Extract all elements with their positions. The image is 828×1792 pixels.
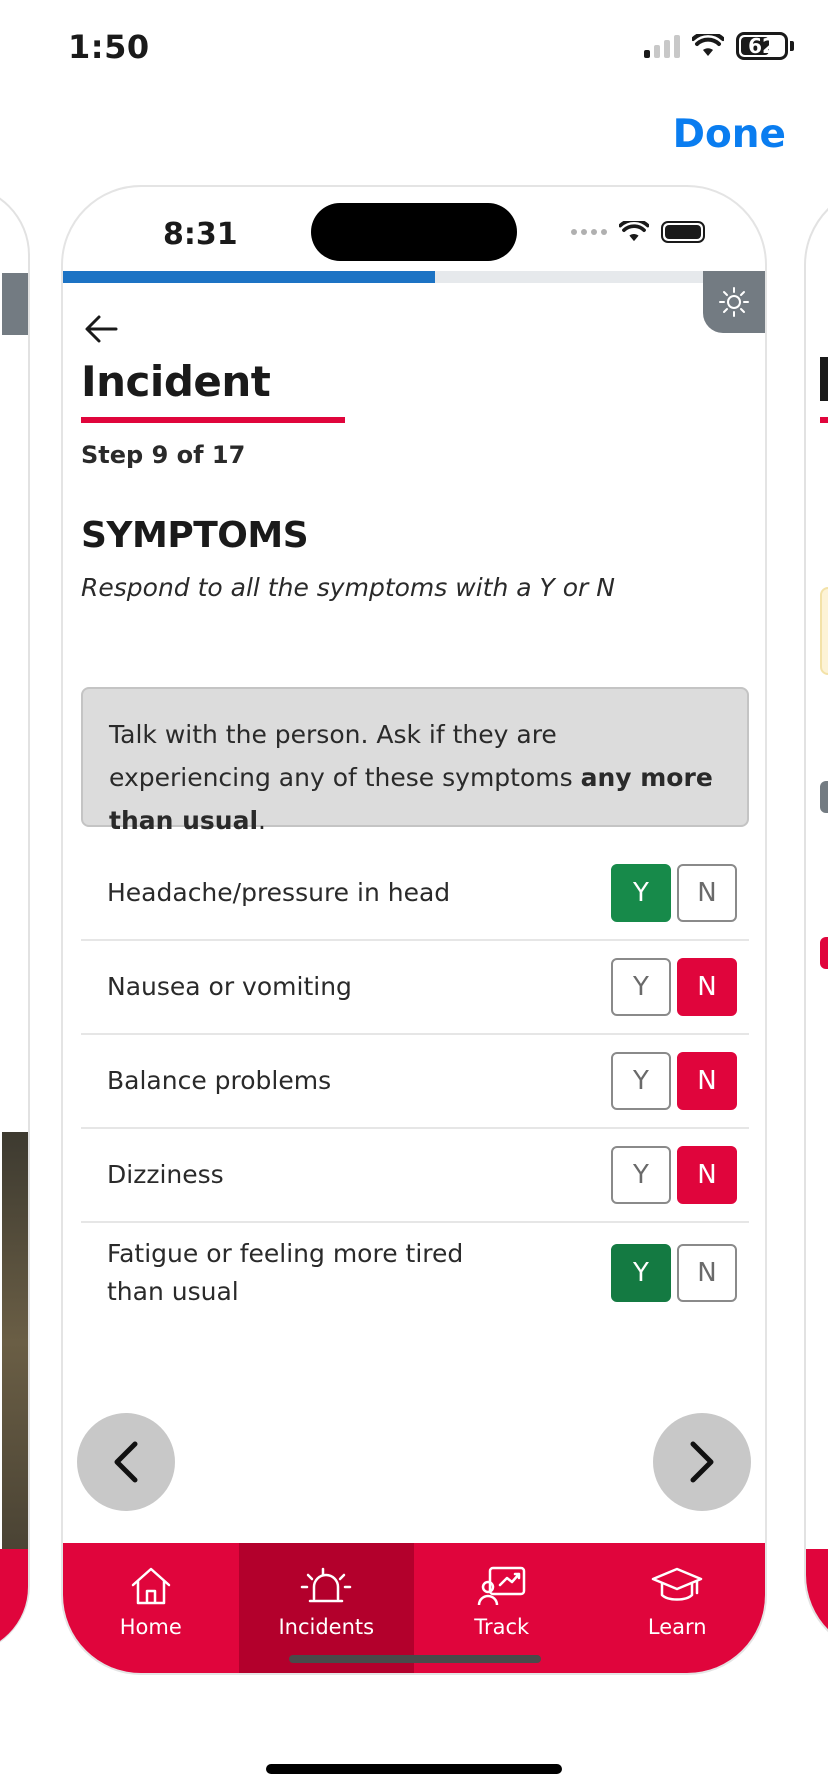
symptom-label: Fatigue or feeling more tired than usual (107, 1239, 464, 1306)
home-indicator[interactable] (266, 1764, 562, 1774)
symptom-label: Dizziness (107, 1160, 224, 1189)
yes-button[interactable]: Y (611, 1052, 671, 1110)
symptom-list (81, 847, 749, 1323)
yes-button[interactable]: Y (611, 864, 671, 922)
tab-bar (63, 1543, 765, 1673)
siren-icon (300, 1565, 352, 1607)
tab-label: Incidents (278, 1615, 375, 1639)
home-icon (128, 1565, 174, 1607)
previous-step-button[interactable] (77, 1413, 175, 1511)
device-status-icons (571, 221, 705, 243)
arrow-left-icon (84, 314, 118, 344)
theme-toggle-button[interactable] (703, 271, 765, 333)
battery-tip (790, 41, 794, 51)
page-title: Incident (81, 357, 271, 406)
back-button[interactable] (81, 309, 121, 349)
info-box: Talk with the person. Ask if they are experiencing any of these symptoms any more than usual. (81, 687, 749, 827)
yes-no-toggle (611, 1244, 737, 1302)
wifi-icon (619, 221, 649, 243)
yes-no-toggle (611, 1146, 737, 1204)
done-button[interactable]: Done (672, 112, 786, 157)
symptom-row (81, 847, 749, 941)
tab-incidents[interactable] (239, 1543, 415, 1673)
tab-learn[interactable] (590, 1543, 766, 1673)
signal-dots-icon (571, 229, 607, 235)
tab-label: Track (474, 1615, 530, 1639)
yes-no-toggle (611, 1052, 737, 1110)
track-icon (476, 1565, 528, 1607)
phone-screen-preview (61, 185, 767, 1675)
wifi-icon (692, 34, 724, 58)
symptom-label: Balance problems (107, 1066, 332, 1095)
tab-label: Learn (647, 1615, 707, 1639)
next-step-button[interactable] (653, 1413, 751, 1511)
step-indicator: Step 9 of 17 (81, 441, 246, 469)
previous-screen-preview[interactable] (0, 185, 30, 1655)
title-underline (81, 417, 345, 423)
yes-button[interactable]: Y (611, 1146, 671, 1204)
info-text: Talk with the person. Ask if they are experiencing any of these symptoms (109, 720, 581, 792)
graduation-cap-icon (650, 1565, 704, 1607)
no-button[interactable]: N (677, 958, 737, 1016)
yes-no-toggle (611, 958, 737, 1016)
battery-level: 62 (748, 34, 776, 58)
step-progress-fill (63, 271, 435, 283)
no-button[interactable]: N (677, 1146, 737, 1204)
instruction-text: Respond to all the symptoms with a Y or N (81, 573, 615, 602)
no-button[interactable]: N (677, 1052, 737, 1110)
system-clock: 1:50 (68, 28, 150, 66)
system-status-icons (644, 32, 794, 60)
yes-button[interactable]: Y (611, 958, 671, 1016)
symptom-row (81, 1129, 749, 1223)
chevron-left-icon (109, 1440, 143, 1484)
symptom-row (81, 1035, 749, 1129)
section-title: SYMPTOMS (81, 515, 309, 556)
cellular-signal-icon (644, 34, 680, 58)
device-home-indicator (289, 1655, 541, 1663)
device-clock: 8:31 (163, 217, 238, 252)
tab-home[interactable] (63, 1543, 239, 1673)
dynamic-island (311, 203, 517, 261)
step-progress-bar (63, 271, 765, 283)
tab-label: Home (119, 1615, 182, 1639)
yes-no-toggle (611, 864, 737, 922)
symptom-row (81, 1223, 749, 1323)
battery-icon (661, 221, 705, 243)
next-screen-preview[interactable] (804, 185, 828, 1655)
symptom-label: Headache/pressure in head (107, 878, 451, 907)
no-button[interactable]: N (677, 1244, 737, 1302)
info-text-emphasis: any more than usual (109, 763, 713, 835)
chevron-right-icon (685, 1440, 719, 1484)
yes-button[interactable]: Y (611, 1244, 671, 1302)
tab-track[interactable] (414, 1543, 590, 1673)
sun-icon (718, 286, 750, 318)
battery-icon (736, 32, 788, 60)
symptom-row (81, 941, 749, 1035)
no-button[interactable]: N (677, 864, 737, 922)
symptom-label: Nausea or vomiting (107, 972, 352, 1001)
